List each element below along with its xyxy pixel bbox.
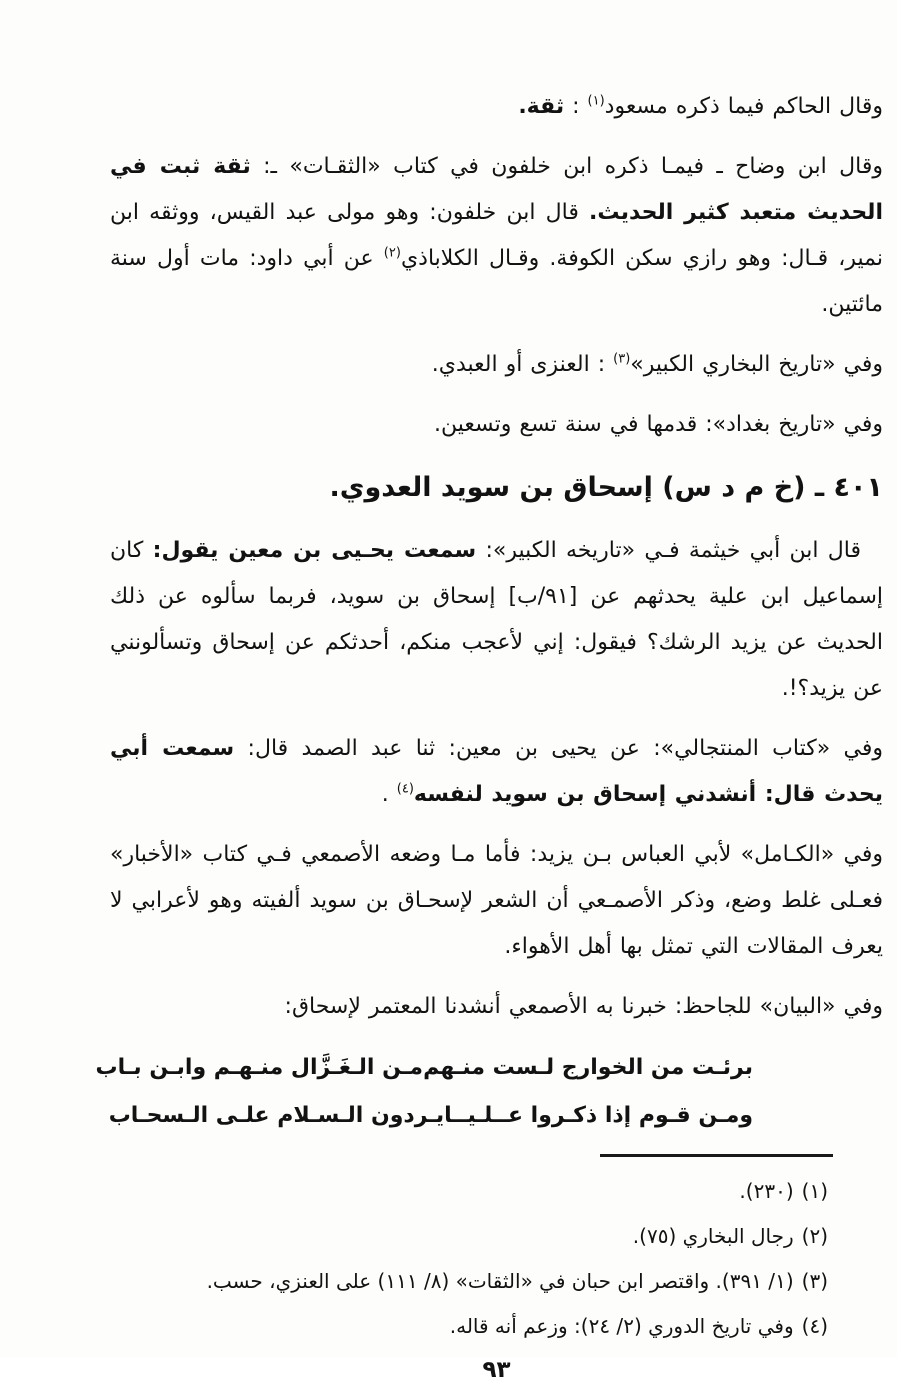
text-run: وفي «البيان» للجاحظ: خبرنا به الأصمعي أنشدنا المعتمر لإسحاق: [284,994,883,1019]
footnote-ref-4: (٤) [396,781,414,797]
text-run: : العنزى أو العبدي. [431,352,614,377]
footnote-ref-1: (١) [587,93,605,109]
footnote-2 [110,1214,828,1259]
text-run-bold: ثقة ثبت في الحديث متعبد كثير الحديث. [110,154,883,225]
text-run: قال ابن أبي خيثمة فـي «تاريخه الكبير»: [476,538,861,563]
footnote-4 [110,1304,828,1349]
text-run: وفي «تاريخ البخاري الكبير» [630,352,883,377]
text-run: وقال ابن وضاح ـ فيمـا ذكره ابن خلفون في كتاب «الثقـات» ـ: [250,154,883,179]
text-run-bold: سمعت يحـيى بن معين يقول: [152,538,477,563]
paragraph-ibn-waddah-quote [110,144,883,328]
text-run: كان إسماعيل ابن علية يحدثهم عن [٩١/ب] إسحاق بن سويد، فربما سألوه عن ذلك الحديث عن يزيد الرشك؟ فيقول: إني لأعجب منكم، أحدثكم عن إسحاق وتسألونني عن يزيد؟!. [110,538,883,701]
footnote-1 [110,1169,828,1214]
text-run: . [381,782,397,807]
verse2-hemistich-left: يـردون الـسـلام علـى الـسحـاب [108,1103,445,1128]
text-run: قال ابن خلفون: وهو مولى عبد القيس، ووثقه ابن نمير، قـال: وهو رازي سكن الكوفة. وقـال الكلاباذي [110,200,884,271]
text-run: وفي «تاريخ بغداد»: قدمها في سنة تسع وتسعين. [434,412,883,437]
paragraph-tarikh-baghdad [110,402,883,448]
poem-verse-2 [108,1092,753,1140]
text-run: : [564,94,588,119]
text-run-bold: سمعت أبي يحدث قال: أنشدني إسحاق بن سويد لنفسه [110,736,883,807]
poem [95,1044,753,1140]
entry-heading-text: ٤٠١ ـ (خ م د س) إسحاق بن سويد العدوي. [329,472,883,503]
paragraph-ibn-abi-khaythama [110,528,883,712]
footnote-4-text: وفي تاريخ الدوري (٢/ ٢٤): وزعم أنه قاله. [449,1314,794,1338]
paragraph-bayan-jahiz [110,984,883,1030]
footnote-2-text: رجال البخاري (٧٥). [632,1224,794,1248]
entry-heading [110,462,883,514]
footnote-1-text: (٢٣٠). [739,1179,794,1203]
text-run: وفي «كتاب المنتجالي»: عن يحيى بن معين: ثنا عبد الصمد قال: [234,736,884,761]
verse1-hemistich-left: مـن الـغَـزَّال منـهـم وابـن بـاب [95,1055,424,1080]
verse1-hemistich-right: برئـت من الخوارج لـست منـهم [423,1055,753,1080]
text-run: وقال الحاكم فيما ذكره مسعود [604,94,883,119]
footnote-3-text: (١/ ٣٩١). واقتصر ابن حبان في «الثقات» (٨/ ١١١) على العنزي، حسب. [206,1269,794,1293]
footnote-3-marker: (٣) [801,1269,828,1293]
text-run: عن أبي داود: مات أول سنة مائتين. [110,246,883,317]
footnote-3 [110,1259,828,1304]
paragraph-muntajali [110,726,883,818]
paragraph-tarikh-bukhari [110,342,883,388]
footnote-ref-3: (٣) [613,351,631,367]
footnote-1-marker: (١) [801,1179,828,1203]
page-number: ٩٣ [482,1357,511,1383]
footnotes [110,1157,883,1349]
text-run: وفي «الكـامل» لأبي العباس بـن يزيد: فأما مـا وضعه الأصمعي فـي كتاب «الأخبار» فعـلى غلط وضع، وذكر الأصمـعي أن الشعر لإسحـاق بن سويد ألفيته وهو لأعرابي لا يعرف المقالات التي تمثل بها أهل الأهواء. [110,842,883,959]
footnote-4-marker: (٤) [801,1314,828,1338]
paragraph-hakim-quote [110,84,883,130]
paragraph-kamil [110,832,883,970]
footnote-2-marker: (٢) [801,1224,828,1248]
verse2-hemistich-right: ومـن قـوم إذا ذكـروا عــلـيــا [444,1103,753,1128]
poem-verse-1 [95,1044,753,1092]
footnote-ref-2: (٢) [383,245,401,261]
text-run-bold: ثقة. [518,94,565,119]
